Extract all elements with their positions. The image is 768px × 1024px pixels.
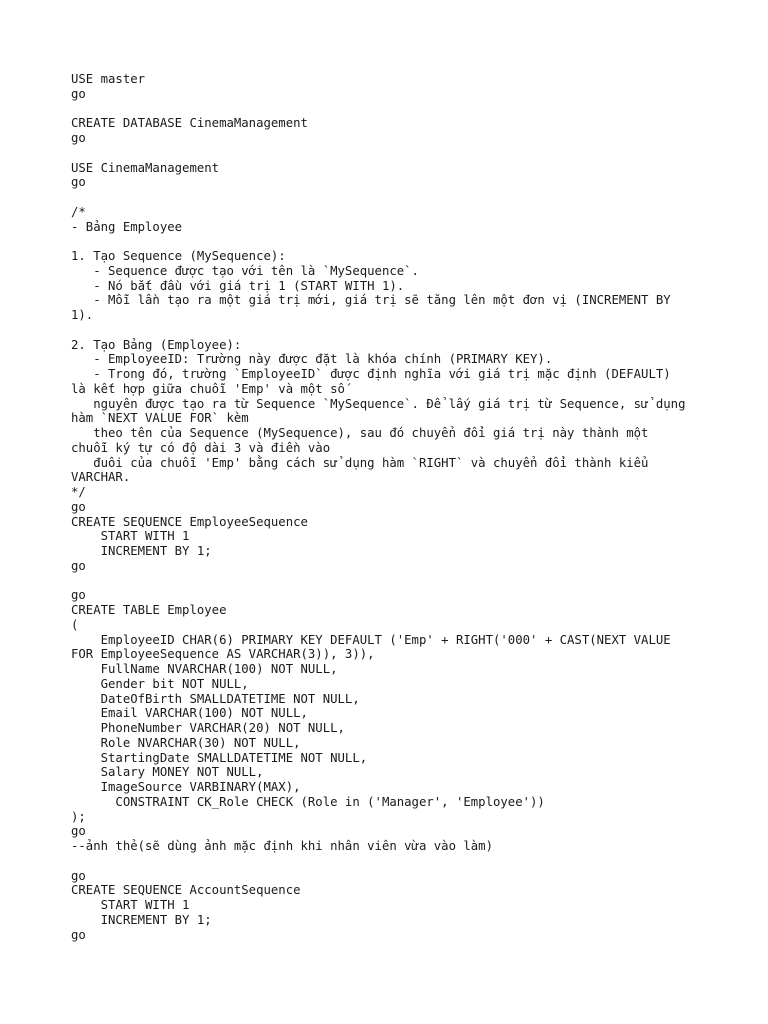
code-line: CREATE TABLE Employee (71, 603, 227, 617)
code-line: VARCHAR. (71, 470, 131, 485)
code-line: StartingDate SMALLDATETIME NOT NULL, (71, 750, 368, 765)
code-line: START WITH 1 (71, 529, 190, 544)
code-line: 2. Tạo Bảng (Employee): (71, 337, 242, 352)
code-line: - Mỗi lần tạo ra một giá trị mới, giá trị sẽ tăng lên một đơn vị (INCREMENT BY (71, 293, 671, 308)
code-line: USE CinemaManagement (71, 160, 220, 175)
code-line: USE master (71, 72, 146, 86)
code-line: */ (71, 485, 86, 499)
code-line: go (71, 131, 86, 145)
code-line: - EmployeeID: Trường này được đặt là khóa chính (PRIMARY KEY). (71, 352, 553, 367)
code-line (71, 146, 711, 161)
code-line: ( (71, 617, 79, 632)
code-line: CREATE DATABASE CinemaManagement (71, 116, 308, 131)
code-line: đuôi của chuỗi 'Emp' bằng cách sử dụng hàm `RIGHT` và chuyển đổi thành kiểu (71, 455, 649, 470)
code-line: 1). (71, 308, 94, 322)
code-line: START WITH 1 (71, 898, 190, 912)
code-line: FOR EmployeeSequence AS VARCHAR(3)), 3)), (71, 647, 375, 662)
code-line: - Trong đó, trường `EmployeeID` được định nghĩa với giá trị mặc định (DEFAULT) (71, 367, 671, 381)
code-line (71, 234, 711, 249)
code-line: DateOfBirth SMALLDATETIME NOT NULL, (71, 691, 360, 706)
code-line: ); (71, 809, 86, 824)
code-line: theo tên của Sequence (MySequence), sau đó chuyển đổi giá trị này thành một (71, 426, 649, 440)
code-line: EmployeeID CHAR(6) PRIMARY KEY DEFAULT ('Emp' + RIGHT('000' + CAST(NEXT VALUE (71, 632, 671, 647)
code-line: chuỗi ký tự có độ dài 3 và điền vào (71, 440, 331, 455)
code-line: hàm `NEXT VALUE FOR` kèm (71, 411, 249, 426)
code-line: Salary MONEY NOT NULL, (71, 765, 264, 780)
code-line (71, 574, 711, 589)
code-line: go (71, 558, 86, 573)
code-line: INCREMENT BY 1; (71, 544, 212, 558)
code-line: ImageSource VARBINARY(MAX), (71, 780, 301, 794)
code-line: Gender bit NOT NULL, (71, 676, 249, 691)
code-line: CREATE SEQUENCE AccountSequence (71, 883, 301, 898)
code-line: INCREMENT BY 1; (71, 912, 212, 927)
code-line: nguyên được tạo ra từ Sequence `MySequence`. Để lấy giá trị từ Sequence, sử dụng (71, 396, 686, 411)
code-line: --ảnh thẻ(sẽ dùng ảnh mặc định khi nhân viên vừa vào làm) (71, 839, 493, 853)
code-line: go (71, 824, 86, 839)
code-line: 1. Tạo Sequence (MySequence): (71, 249, 286, 263)
code-line: FullName NVARCHAR(100) NOT NULL, (71, 662, 338, 676)
code-line: - Bảng Employee (71, 219, 183, 234)
code-line (71, 190, 711, 205)
code-line: PhoneNumber VARCHAR(20) NOT NULL, (71, 721, 345, 735)
code-line: /* (71, 204, 86, 219)
code-line (71, 102, 711, 117)
code-line: go (71, 868, 86, 883)
code-line: là kết hợp giữa chuỗi 'Emp' và một số (71, 381, 345, 396)
code-line: go (71, 86, 86, 101)
code-line: go (71, 499, 86, 514)
code-line (71, 854, 711, 869)
code-line: Email VARCHAR(100) NOT NULL, (71, 706, 308, 721)
code-line: go (71, 175, 86, 190)
code-line: Role NVARCHAR(30) NOT NULL, (71, 735, 301, 750)
code-line: CREATE SEQUENCE EmployeeSequence (71, 514, 308, 529)
code-line: CONSTRAINT CK_Role CHECK (Role in ('Manager', 'Employee')) (71, 794, 545, 809)
code-line: go (71, 588, 86, 603)
code-line: - Sequence được tạo với tên là `MySequence`. (71, 263, 419, 278)
document-body (71, 72, 711, 942)
code-line (71, 323, 711, 338)
code-line: go (71, 927, 86, 942)
code-line: - Nó bắt đầu với giá trị 1 (START WITH 1). (71, 278, 405, 293)
